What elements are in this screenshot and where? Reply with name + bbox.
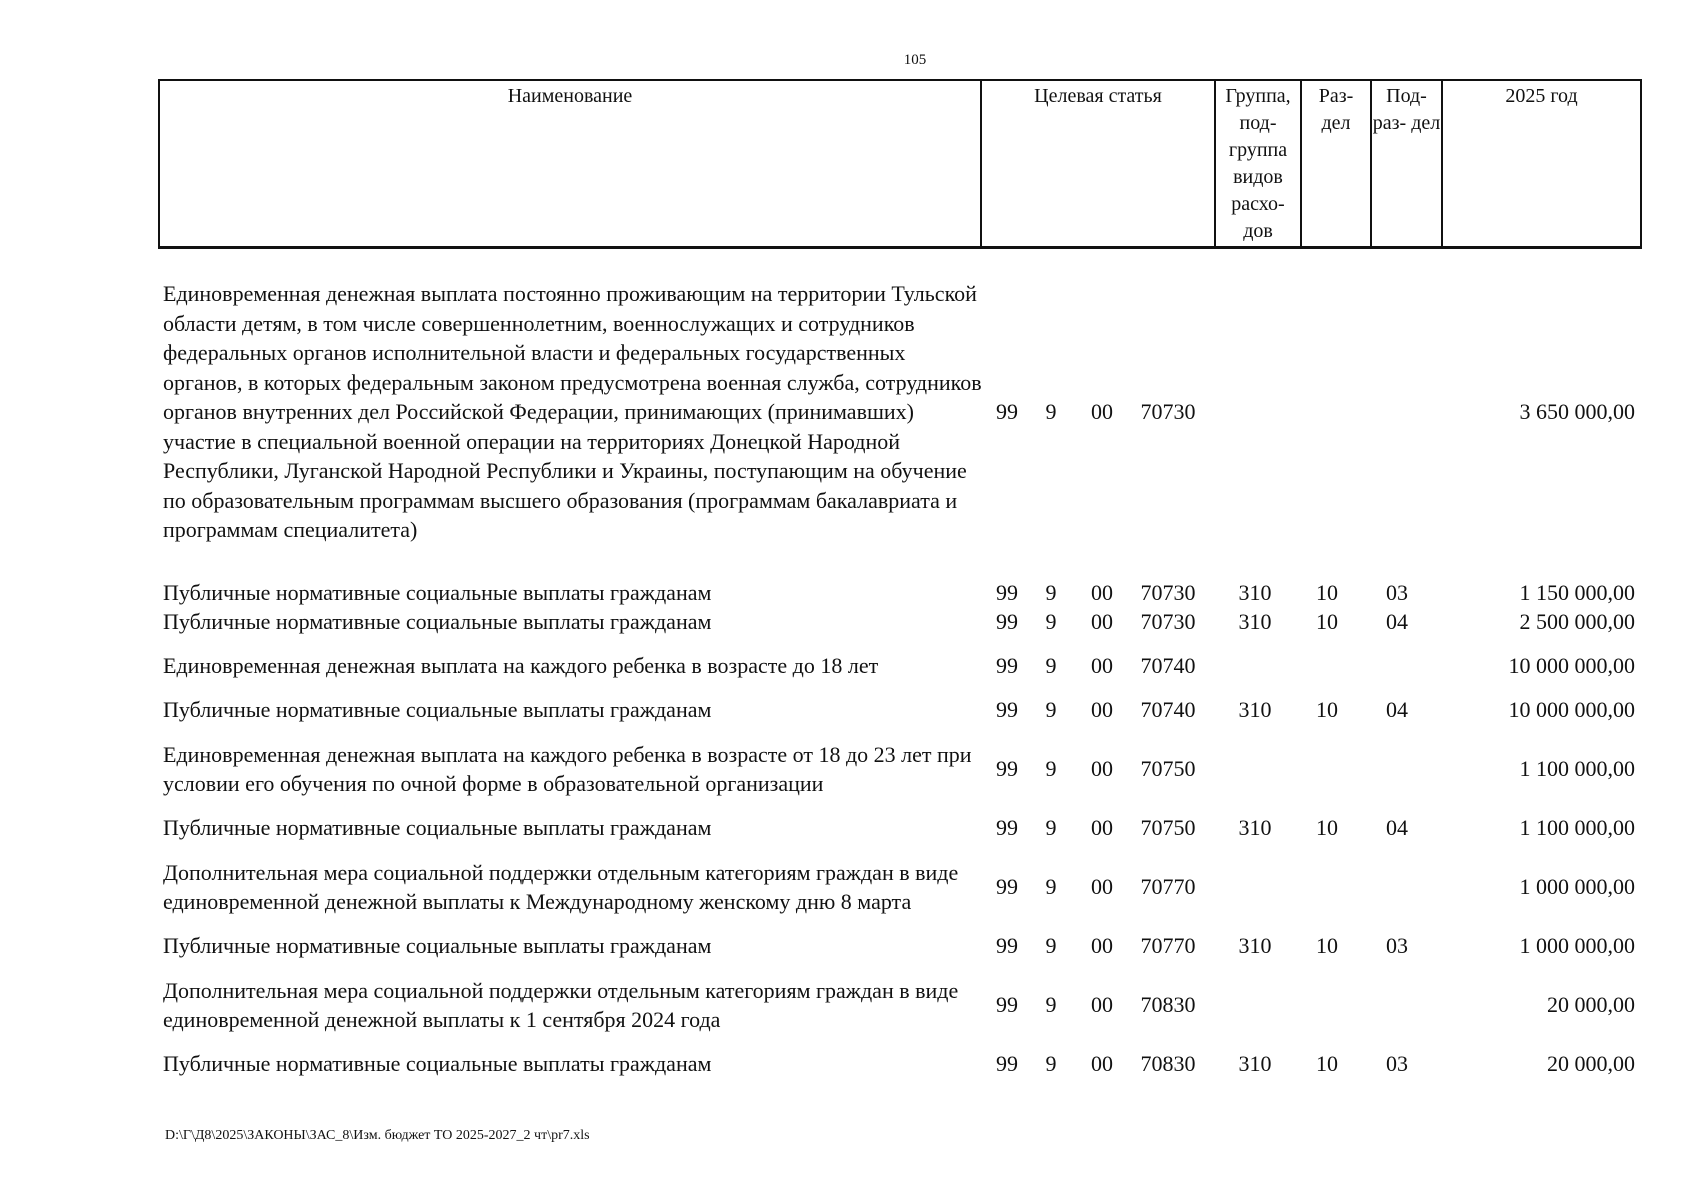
row-code-direction: 70770 [1140, 933, 1196, 959]
header-expense-group: Группа, под- группа видов расхо- дов [1216, 81, 1302, 246]
row-code-program: 99 [996, 992, 1018, 1018]
row-code-program: 99 [996, 697, 1018, 723]
row-expense-group: 310 [1238, 609, 1272, 635]
row-expense-group: 310 [1238, 933, 1272, 959]
row-name: Публичные нормативные социальные выплаты гражданам [163, 697, 712, 723]
row-code-main: 00 [1091, 874, 1113, 900]
row-code-program: 99 [996, 933, 1018, 959]
row-code-direction: 70740 [1140, 697, 1196, 723]
row-amount: 1 000 000,00 [1519, 933, 1635, 959]
row-code-direction: 70750 [1140, 815, 1196, 841]
row-code-program: 99 [996, 874, 1018, 900]
row-section: 10 [1316, 1051, 1338, 1077]
row-code-program: 99 [996, 653, 1018, 679]
row-subsection: 03 [1386, 933, 1408, 959]
row-code-subprogram: 9 [1045, 756, 1057, 782]
row-amount: 3 650 000,00 [1519, 399, 1635, 425]
row-code-direction: 70830 [1140, 1051, 1196, 1077]
row-code-main: 00 [1091, 609, 1113, 635]
row-code-main: 00 [1091, 815, 1113, 841]
row-code-subprogram: 9 [1045, 874, 1057, 900]
row-name: Единовременная денежная выплата на каждого ребенка в возрасте от 18 до 23 лет при условии его обучения по очной форме в образовательной организации [163, 741, 972, 796]
row-name: Единовременная денежная выплата на каждого ребенка в возрасте до 18 лет [163, 653, 879, 679]
row-section: 10 [1316, 609, 1338, 635]
table-row [0, 651, 1696, 681]
row-subsection: 04 [1386, 609, 1408, 635]
table-row [0, 279, 1696, 545]
row-amount: 1 150 000,00 [1519, 580, 1635, 606]
row-code-main: 00 [1091, 933, 1113, 959]
row-subsection: 03 [1386, 1051, 1408, 1077]
row-code-direction: 70730 [1140, 580, 1196, 606]
row-code-subprogram: 9 [1045, 580, 1057, 606]
row-name: Дополнительная мера социальной поддержки отдельным категориям граждан в виде единовременной денежной выплаты к 1 сентября 2024 года [163, 977, 959, 1032]
table-row [0, 931, 1696, 961]
row-code-program: 99 [996, 580, 1018, 606]
row-code-main: 00 [1091, 992, 1113, 1018]
row-name: Единовременная денежная выплата постоянно проживающим на территории Тульской области детям, в том числе совершеннолетним, военнослужащих и сотрудников федеральных органов исполнительной власти и федеральных государственных органов, в которых федеральным законом предусмотрена военная служба, сотрудников органов внутренних дел Российской Федерации, принимающих (принимавших) участие в специальной военной операции на территориях Донецкой Народной Республики, Луганской Народной Республики и Украины, поступающим на обучение по образовательным программам высшего образования (программам бакалавриата и программам специалитета) [163, 281, 982, 543]
file-path-footer: D:\Г\Д8\2025\ЗАКОНЫ\ЗАС_8\Изм. бюджет ТО 2025-2027_2 чт\pr7.xls [165, 1128, 590, 1143]
row-code-subprogram: 9 [1045, 933, 1057, 959]
row-code-program: 99 [996, 756, 1018, 782]
row-code-program: 99 [996, 399, 1018, 425]
row-code-direction: 70740 [1140, 653, 1196, 679]
row-code-subprogram: 9 [1045, 399, 1057, 425]
row-code-program: 99 [996, 815, 1018, 841]
table-row [0, 695, 1696, 725]
row-amount: 20 000,00 [1547, 992, 1635, 1018]
row-name: Публичные нормативные социальные выплаты гражданам [163, 815, 712, 841]
row-code-main: 00 [1091, 653, 1113, 679]
table-row [0, 975, 1696, 1035]
row-code-subprogram: 9 [1045, 992, 1057, 1018]
row-amount: 20 000,00 [1547, 1051, 1635, 1077]
row-section: 10 [1316, 697, 1338, 723]
row-code-program: 99 [996, 1051, 1018, 1077]
row-code-main: 00 [1091, 756, 1113, 782]
row-expense-group: 310 [1238, 697, 1272, 723]
row-code-direction: 70750 [1140, 756, 1196, 782]
row-subsection: 03 [1386, 580, 1408, 606]
row-expense-group: 310 [1238, 1051, 1272, 1077]
row-section: 10 [1316, 580, 1338, 606]
row-section: 10 [1316, 815, 1338, 841]
row-code-direction: 70730 [1140, 399, 1196, 425]
row-amount: 10 000 000,00 [1508, 697, 1635, 723]
row-name: Публичные нормативные социальные выплаты гражданам [163, 933, 712, 959]
row-amount: 2 500 000,00 [1519, 609, 1635, 635]
row-name: Публичные нормативные социальные выплаты гражданам [163, 1051, 712, 1077]
table-row [0, 739, 1696, 799]
page-number: 105 [903, 52, 927, 68]
row-code-direction: 70830 [1140, 992, 1196, 1018]
row-code-main: 00 [1091, 1051, 1113, 1077]
row-name: Дополнительная мера социальной поддержки отдельным категориям граждан в виде единовременной денежной выплаты к Международному женскому дню 8 марта [163, 859, 959, 914]
row-code-direction: 70730 [1140, 609, 1196, 635]
header-name: Наименование [160, 81, 982, 246]
row-section: 10 [1316, 933, 1338, 959]
row-amount: 10 000 000,00 [1508, 653, 1635, 679]
row-amount: 1 000 000,00 [1519, 874, 1635, 900]
row-name: Публичные нормативные социальные выплаты гражданам [163, 609, 712, 635]
table-row [0, 578, 1696, 608]
row-code-main: 00 [1091, 399, 1113, 425]
row-code-subprogram: 9 [1045, 815, 1057, 841]
header-section: Раз- дел [1302, 81, 1372, 246]
row-code-direction: 70770 [1140, 874, 1196, 900]
row-code-subprogram: 9 [1045, 653, 1057, 679]
row-subsection: 04 [1386, 815, 1408, 841]
header-subsection: Под- раз- дел [1372, 81, 1443, 246]
row-expense-group: 310 [1238, 580, 1272, 606]
row-code-subprogram: 9 [1045, 1051, 1057, 1077]
row-name: Публичные нормативные социальные выплаты гражданам [163, 580, 712, 606]
row-amount: 1 100 000,00 [1519, 756, 1635, 782]
row-subsection: 04 [1386, 697, 1408, 723]
table-row [0, 1049, 1696, 1079]
row-code-program: 99 [996, 609, 1018, 635]
table-row [0, 813, 1696, 843]
row-amount: 1 100 000,00 [1519, 815, 1635, 841]
header-year: 2025 год [1505, 85, 1578, 107]
row-code-main: 00 [1091, 580, 1113, 606]
table-row [0, 607, 1696, 637]
row-code-subprogram: 9 [1045, 609, 1057, 635]
row-code-subprogram: 9 [1045, 697, 1057, 723]
table-row [0, 842, 1696, 932]
header-target-article: Целевая статья [982, 81, 1216, 246]
row-code-main: 00 [1091, 697, 1113, 723]
row-expense-group: 310 [1238, 815, 1272, 841]
